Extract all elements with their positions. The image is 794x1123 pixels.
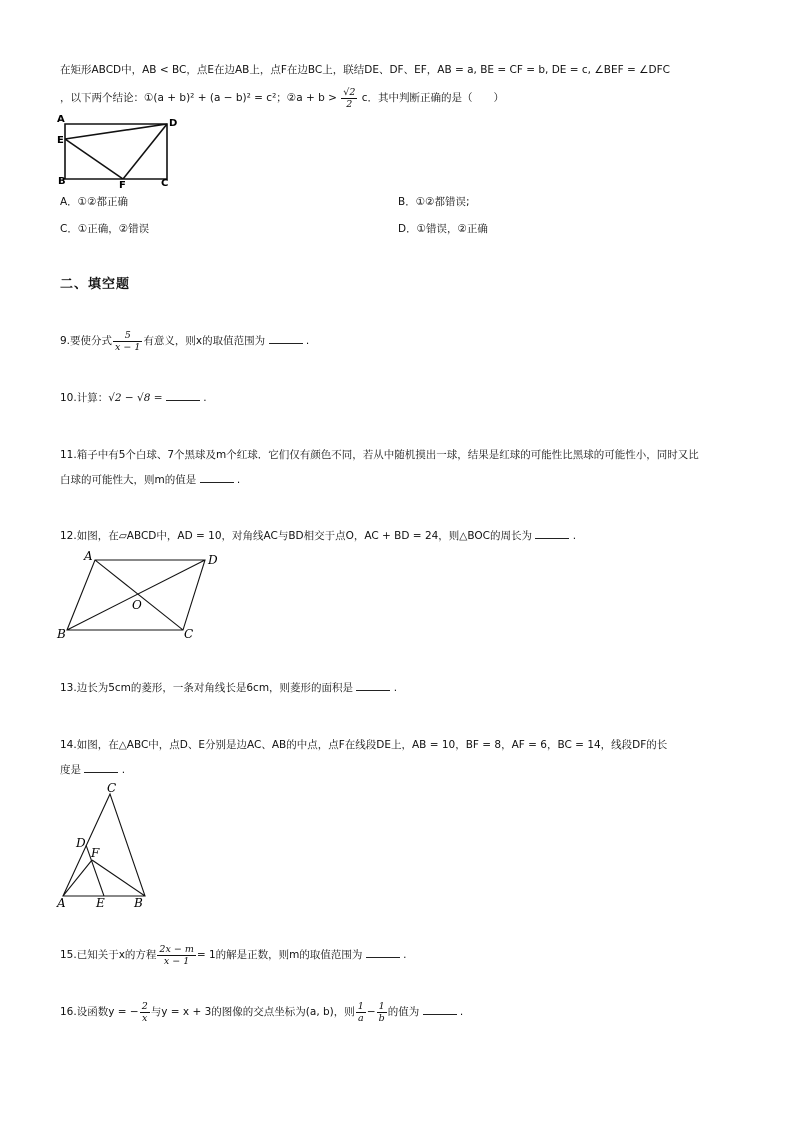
q13: 13.边长为5cm的菱形，一条对角线长是6cm，则菱形的面积是 . [60, 682, 398, 694]
label-C: C [161, 178, 169, 189]
q8-rectangle-figure [55, 112, 185, 192]
label-B: B [57, 627, 66, 641]
q8-fraction: $\frac{√2}{2}$ [343, 86, 356, 110]
q14-line2: 度是 . [60, 764, 126, 776]
q14-answer-blank[interactable] [84, 772, 118, 773]
q16-fraction-2-over-x: $\frac{2}{x}$ [141, 1000, 148, 1024]
q14-triangle-figure [55, 780, 165, 912]
q13-answer-blank[interactable] [356, 690, 390, 691]
q16-fraction-1-over-a: $\frac{1}{a}$ [357, 1000, 364, 1024]
q8-line1: 在矩形ABCD中，AB < BC，点E在边AB上，点F在边BC上，联结DE、DF、EF，AB = a, BE = CF = b, DE = c, ∠BEF = ∠DFC [60, 64, 670, 76]
label-E: E [96, 896, 105, 910]
q14-line1: 14.如图，在△ABC中，点D、E分别是边AC、AB的中点，点F在线段DE上，AB = 10，BF = 8，AF = 6，BC = 14，线段DF的长 [60, 739, 668, 751]
label-B: B [58, 176, 66, 187]
label-C: C [107, 781, 117, 795]
q8-option-c: C．①正确，②错误 [60, 223, 150, 235]
q10: 10.计算：√2 − √8 = . [60, 392, 207, 404]
q9-answer-blank[interactable] [269, 343, 303, 344]
label-A: A [84, 550, 93, 563]
q16-fraction-1-over-b: $\frac{1}{b}$ [378, 1000, 385, 1024]
label-D: D [169, 118, 178, 129]
q12: 12.如图，在▱ABCD中，AD = 10，对角线AC与BD相交于点O，AC + BD = 24，则△BOC的周长为 . [60, 530, 577, 542]
q12-answer-blank[interactable] [535, 538, 569, 539]
label-A: A [57, 114, 65, 125]
q16-answer-blank[interactable] [423, 1014, 457, 1015]
label-C: C [184, 627, 194, 641]
label-B: B [134, 896, 143, 910]
q8-option-b: B．①②都错误; [398, 196, 470, 208]
label-F: F [119, 180, 126, 191]
label-E: E [57, 135, 64, 146]
label-O: O [132, 598, 142, 612]
q8-option-a: A．①②都正确 [60, 196, 129, 208]
q16: 16.设函数y = − $\frac{2}{x}$ 与y = x + 3的图像的交点坐标为(a, b)，则 $\frac{1}{a}$ − $\frac{1}{b}$ 的值为 . [60, 1000, 464, 1024]
label-F: F [91, 846, 100, 860]
q15-answer-blank[interactable] [366, 957, 400, 958]
q11-line2: 白球的可能性大，则m的值是 . [60, 474, 241, 486]
q9: 9.要使分式 $\frac{5}{x - 1}$ 有意义，则x的取值范围为 . [60, 329, 310, 353]
q11-answer-blank[interactable] [200, 482, 234, 483]
q8-line2: ，以下两个结论：①(a + b)² + (a − b)² = c²；②a + b > $\frac{√2}{2}$ c．其中判断正确的是（ ） [60, 86, 504, 110]
q12-parallelogram-figure [55, 550, 235, 645]
q10-answer-blank[interactable] [166, 400, 200, 401]
q11-line1: 11.箱子中有5个白球、7个黑球及m个红球．它们仅有颜色不同，若从中随机摸出一球，结果是红球的可能性比黑球的可能性小，同时又比 [60, 449, 699, 461]
q15: 15.已知关于x的方程 $\frac{2x - m}{x - 1}$ = 1的解是正数，则m的取值范围为 . [60, 943, 407, 967]
label-D: D [208, 553, 218, 567]
label-D: D [76, 836, 86, 850]
q9-fraction: $\frac{5}{x - 1}$ [115, 329, 141, 353]
section-title: 二、填空题 [60, 277, 131, 292]
q8-option-d: D．①错误，②正确 [398, 223, 488, 235]
q15-fraction: $\frac{2x - m}{x - 1}$ [159, 943, 194, 967]
label-A: A [57, 896, 66, 910]
